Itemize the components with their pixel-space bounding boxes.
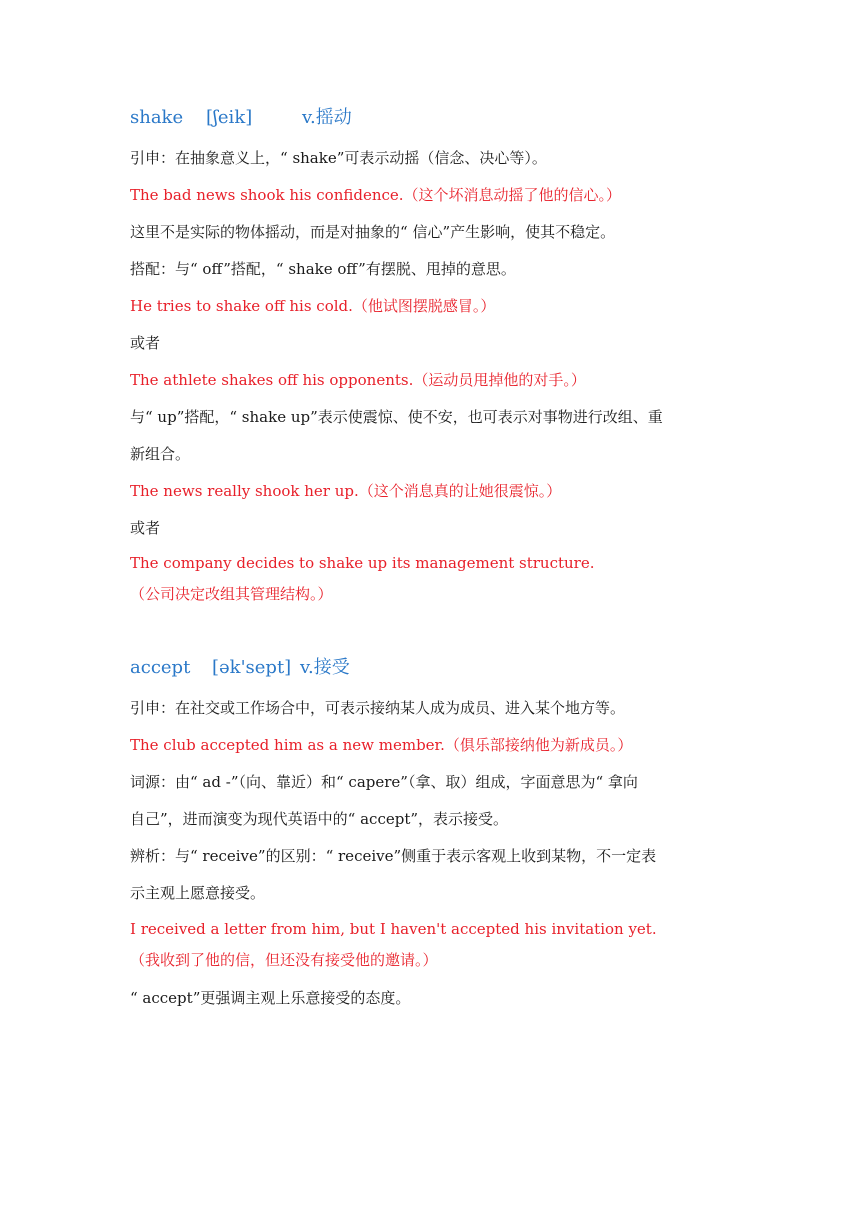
example-sentence: The bad news shook his confidence.（这个坏消息动摇了他的信心。） [130,186,622,204]
note-line: 引申：在社交或工作场合中，可表示接纳某人成为成员、进入某个地方等。 [130,699,626,717]
entry-pos-meaning: v.摇动 [302,107,352,128]
example-sentence: The company decides to shake up its management structure. [130,554,595,572]
note-line: 或者 [130,519,161,537]
entry-word: accept [130,657,191,678]
example-sentence: The news really shook her up.（这个消息真的让她很震惊。） [130,482,562,500]
example-sentence: The athlete shakes off his opponents.（运动员甩掉他的对手。） [130,371,586,389]
entry-heading-accept [130,655,760,681]
example-translation: （公司决定改组其管理结构。） [130,585,333,603]
example-translation: （我收到了他的信，但还没有接受他的邀请。） [130,951,438,969]
note-line: 与“ up”搭配，“ shake up”表示使震惊、使不安，也可表示对事物进行改组、重 [130,408,663,426]
note-line: 自己”，进而演变为现代英语中的“ accept”，表示接受。 [130,810,509,828]
note-line: 词源：由“ ad -”（向、靠近）和“ capere”（拿、取）组成，字面意思为“ 拿向 [130,773,638,791]
note-line: 引申：在抽象意义上，“ shake”可表示动摇（信念、决心等）。 [130,149,547,167]
note-line: 新组合。 [130,445,191,463]
entry-word: shake [130,107,184,128]
note-line: 辨析：与“ receive”的区别：“ receive”侧重于表示客观上收到某物，不一定表 [130,847,657,865]
note-line: “ accept”更强调主观上乐意接受的态度。 [130,989,411,1007]
example-sentence: He tries to shake off his cold.（他试图摆脱感冒。） [130,297,496,315]
entry-heading-shake [130,105,760,131]
entry-phonetic: [ʃeik] [206,107,253,128]
note-line: 示主观上愿意接受。 [130,884,266,902]
note-line: 或者 [130,334,161,352]
example-sentence: I received a letter from him, but I haven't accepted his invitation yet. [130,920,657,938]
note-line: 这里不是实际的物体摇动，而是对抽象的“ 信心”产生影响，使其不稳定。 [130,223,616,241]
note-line: 搭配：与“ off”搭配，“ shake off”有摆脱、甩掉的意思。 [130,260,516,278]
entry-pos-meaning: v.接受 [300,657,350,678]
example-sentence: The club accepted him as a new member.（俱乐部接纳他为新成员。） [130,736,633,754]
entry-phonetic: [ək'sept] [212,657,292,678]
